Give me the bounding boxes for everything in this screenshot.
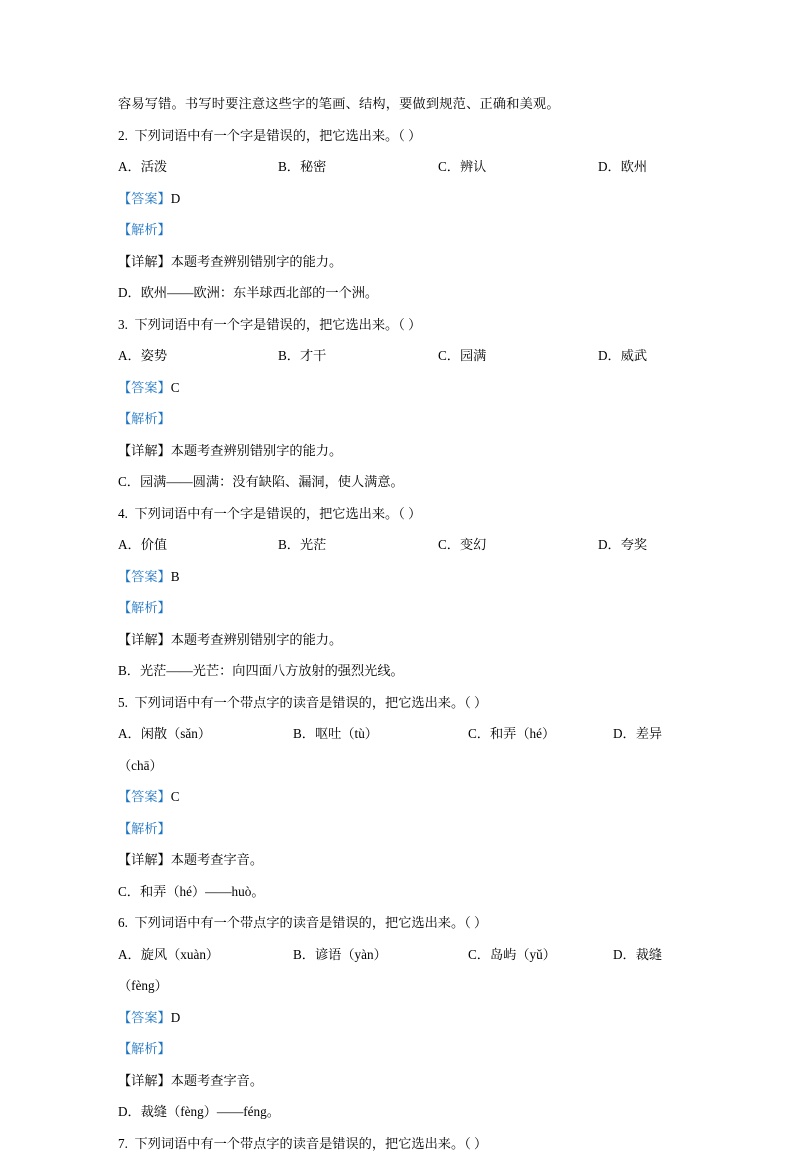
analysis-line: [118, 214, 673, 246]
intro-paragraph: 容易写错。书写时要注意这些字的笔画、结构，要做到规范、正确和美观。: [118, 88, 673, 120]
option-row: [118, 340, 673, 372]
answer-line: [118, 372, 673, 404]
question-number: 7.: [118, 1136, 128, 1151]
option-d: D．裁缝: [613, 939, 662, 971]
option-b: B．谚语（yàn）: [293, 939, 387, 971]
question-text: 下列词语中有一个带点字的读音是错误的，把它选出来。（ ）: [134, 695, 487, 710]
explain-line: C．和弄（hé）——huò。: [118, 876, 673, 908]
detail-label: 【详解】: [118, 632, 171, 647]
question-number: 5.: [118, 695, 128, 710]
answer-value: B: [171, 569, 180, 584]
option-a: A．闲散（sǎn）: [118, 718, 211, 750]
option-c: C．和弄（hé）: [468, 718, 555, 750]
option-b: B．秘密: [278, 151, 326, 183]
answer-value: C: [171, 380, 180, 395]
answer-label: 【答案】: [118, 191, 171, 206]
detail-text: 本题考查字音。: [171, 1073, 263, 1088]
analysis-label: 【解析】: [118, 600, 171, 615]
option-a: A．旋风（xuàn）: [118, 939, 219, 971]
option-b: B．才干: [278, 340, 326, 372]
explain-line: D．裁缝（fèng）——féng。: [118, 1096, 673, 1128]
analysis-label: 【解析】: [118, 222, 171, 237]
answer-value: C: [171, 789, 180, 804]
explain-line: C．园满——圆满：没有缺陷、漏洞，使人满意。: [118, 466, 673, 498]
analysis-line: [118, 1033, 673, 1065]
answer-value: D: [171, 191, 181, 206]
answer-label: 【答案】: [118, 1010, 171, 1025]
question-stem: [118, 309, 673, 341]
detail-text: 本题考查字音。: [171, 852, 263, 867]
answer-line: [118, 781, 673, 813]
option-row: [118, 151, 673, 183]
detail-line: [118, 844, 673, 876]
detail-text: 本题考查辨别错别字的能力。: [171, 254, 342, 269]
option-c: C．辨认: [438, 151, 486, 183]
option-row: [118, 718, 673, 750]
question-text: 下列词语中有一个字是错误的，把它选出来。（ ）: [134, 506, 421, 521]
option-c: C．变幻: [438, 529, 486, 561]
question-stem: [118, 687, 673, 719]
question-text: 下列词语中有一个带点字的读音是错误的，把它选出来。（ ）: [134, 915, 487, 930]
question-text: 下列词语中有一个字是错误的，把它选出来。（ ）: [134, 317, 421, 332]
option-row: [118, 529, 673, 561]
option-d: D．夸奖: [598, 529, 647, 561]
detail-text: 本题考查辨别错别字的能力。: [171, 632, 342, 647]
answer-label: 【答案】: [118, 569, 171, 584]
question-text: 下列词语中有一个带点字的读音是错误的，把它选出来。（ ）: [134, 1136, 487, 1151]
answer-line: [118, 561, 673, 593]
answer-value: D: [171, 1010, 181, 1025]
explain-line: B．光茫——光芒：向四面八方放射的强烈光线。: [118, 655, 673, 687]
question-number: 4.: [118, 506, 128, 521]
question-stem: [118, 498, 673, 530]
option-c: C．园满: [438, 340, 486, 372]
question-number: 6.: [118, 915, 128, 930]
option-d: D．欧州: [598, 151, 647, 183]
detail-label: 【详解】: [118, 852, 171, 867]
option-a: A．活泼: [118, 151, 167, 183]
question-stem: [118, 907, 673, 939]
option-d: D．威武: [598, 340, 647, 372]
option-b: B．呕吐（tù）: [293, 718, 378, 750]
analysis-line: [118, 403, 673, 435]
option-d: D．差异: [613, 718, 662, 750]
option-row: [118, 939, 673, 971]
analysis-label: 【解析】: [118, 411, 171, 426]
answer-label: 【答案】: [118, 789, 171, 804]
detail-line: [118, 624, 673, 656]
detail-label: 【详解】: [118, 443, 171, 458]
option-wrap-line: （fèng）: [118, 970, 673, 1002]
option-c: C．岛屿（yǔ）: [468, 939, 556, 971]
question-stem: [118, 120, 673, 152]
option-wrap-line: （chā）: [118, 750, 673, 782]
explain-line: D．欧州——欧洲：东半球西北部的一个洲。: [118, 277, 673, 309]
detail-line: [118, 435, 673, 467]
analysis-line: [118, 813, 673, 845]
detail-text: 本题考查辨别错别字的能力。: [171, 443, 342, 458]
detail-line: [118, 1065, 673, 1097]
option-a: A．价值: [118, 529, 167, 561]
option-b: B．光茫: [278, 529, 326, 561]
answer-line: [118, 1002, 673, 1034]
analysis-label: 【解析】: [118, 1041, 171, 1056]
detail-line: [118, 246, 673, 278]
question-number: 3.: [118, 317, 128, 332]
answer-line: [118, 183, 673, 215]
analysis-label: 【解析】: [118, 821, 171, 836]
question-stem: [118, 1128, 673, 1159]
question-number: 2.: [118, 128, 128, 143]
detail-label: 【详解】: [118, 1073, 171, 1088]
answer-label: 【答案】: [118, 380, 171, 395]
analysis-line: [118, 592, 673, 624]
option-a: A．姿势: [118, 340, 167, 372]
question-text: 下列词语中有一个字是错误的，把它选出来。（ ）: [134, 128, 421, 143]
detail-label: 【详解】: [118, 254, 171, 269]
